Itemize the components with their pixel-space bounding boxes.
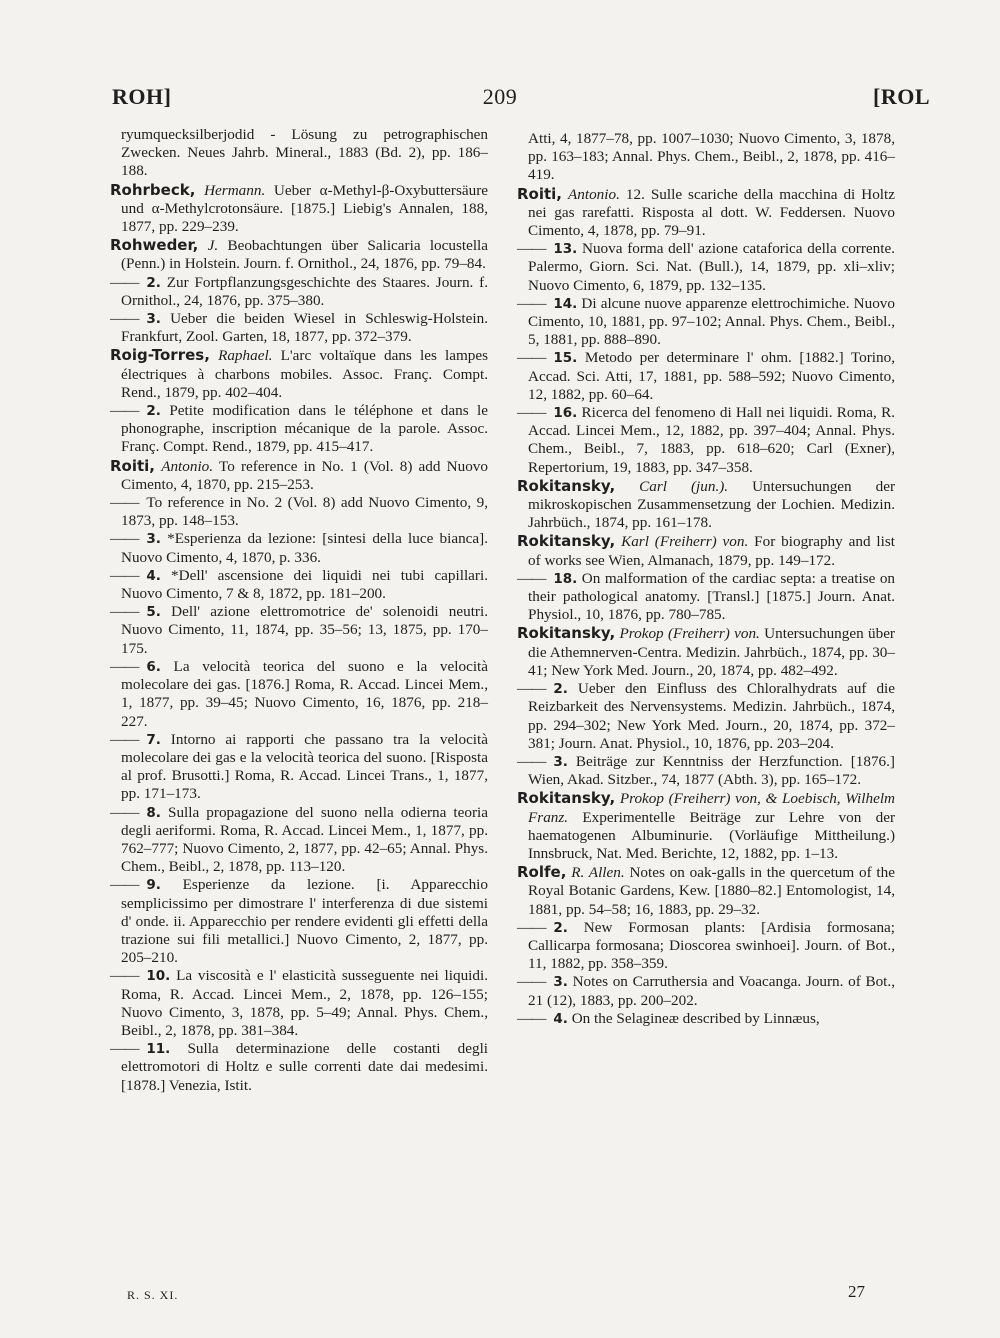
ditto-dash (110, 967, 146, 984)
bibliography-entry (517, 973, 895, 1009)
entry-text: Di alcune nuove apparenze elettrochimiche. Nuovo Cimento, 10, 1881, pp. 97–102; Annal. Phys. Chem., Beibl., 5, 1881, pp. 888–890. (528, 294, 895, 349)
entry-text: For biography and list of works see Wien, Almanach, 1879, pp. 149–172. (528, 533, 896, 569)
entry-number: 10. (146, 968, 171, 985)
bibliography-entry (517, 1010, 895, 1028)
author-forename: Karl (Freiherr) von. (621, 533, 749, 551)
entry-text: Beobachtungen über Salicaria locustella (Penn.) in Holstein. Journ. f. Ornithol., 24, 1876, pp. 79–84. (121, 237, 489, 273)
entry-text: ryumquecksilberjodid - Lösung zu petrographischen Zwecken. Neues Jahrb. Mineral., 1883 (Bd. 2), pp. 186–188. (121, 126, 488, 180)
ditto-dash (110, 603, 146, 620)
entry-text: Petite modification dans le téléphone et dans le phonographe, inscription mécanique de la parole. Assoc. Franç. Compt. Rend., 1879, pp. 415–417. (121, 402, 489, 456)
entry-number: 3. (553, 974, 568, 991)
entry-number: 16. (553, 405, 578, 422)
bibliography-entry (110, 967, 488, 1040)
ditto-dash (517, 404, 553, 421)
ditto-dash (517, 1010, 553, 1027)
entry-text: New Formosan plants: [Ardisia formosana; Callicarpa formosana; Dioscorea swinhoei]. Journ. of Bot., 11, 1882, pp. 358–359. (528, 918, 896, 973)
entry-number: 9. (146, 877, 161, 894)
ditto-dash (110, 876, 146, 893)
entry-text: Metodo per determinare l' ohm. [1882.] Torino, Accad. Sci. Atti, 17, 1881, pp. 588–592; Nuovo Cimento, 12, 1882, pp. 60–64. (528, 349, 895, 403)
entry-text: Notes on Carruthersia and Voacanga. Journ. of Bot., 21 (12), 1883, pp. 200–202. (528, 973, 895, 1009)
bibliography-entry (110, 494, 488, 530)
author-forename: Prokop (Freiherr) von, & Loebisch, Wilhelm Franz. (528, 790, 896, 826)
author-forename: Antonio. (568, 185, 620, 203)
entry-text: Untersuchungen über die Athemnerven-Centra. Medizin. Jahrbüch., 1874, pp. 30–41; New York Med. Journ., 20, 1874, pp. 482–492. (528, 625, 895, 679)
entry-text: On the Selagineæ described by Linnæus, (571, 1009, 820, 1027)
entry-text: Sulla determinazione delle costanti degli elettromotori di Holtz e sulle correnti date dai medesimi. [1878.] Venezia, Istit. (121, 1040, 489, 1094)
entry-text: Notes on oak-galls in the quercetum of the Royal Botanic Gardens, Kew. [1880–82.] Entomologist, 14, 1881, pp. 54–58; 16, 1883, pp. 29–32. (528, 864, 895, 918)
signature-mark: R. S. XI. (127, 1288, 179, 1302)
entry-number: 14. (553, 295, 578, 312)
entry-number: 11. (146, 1041, 171, 1058)
entry-text: 12. Sulle scariche della macchina di Holtz nei gas rarefatti. Risposta al dott. W. Feddersen. Nuovo Cimento, 4, 1878, pp. 79–91. (528, 185, 895, 240)
bibliography-entry (517, 185, 895, 241)
bibliography-entry (110, 402, 488, 457)
bibliography-entry (517, 680, 895, 753)
entry-text: La viscosità e l' elasticità susseguente nei liquidi. Roma, R. Accad. Lincei Mem., 2, 1878, pp. 126–155; Nuovo Cimento, 3, 1878, pp. 5–49; Annal. Phys. Chem., Beibl., 2, 1878, pp. 381–384. (121, 967, 488, 1039)
entry-number: 3. (146, 311, 161, 328)
entry-number: 2. (146, 274, 161, 291)
bibliography-entry (110, 181, 488, 237)
entry-number: 2. (553, 681, 568, 698)
ditto-dash (110, 310, 146, 327)
entry-number: 3. (146, 531, 161, 548)
bibliography-entry (110, 567, 488, 603)
entry-text: *Dell' ascensione dei liquidi nei tubi capillari. Nuovo Cimento, 7 & 8, 1872, pp. 181–200. (121, 566, 488, 603)
entry-number: 5. (146, 604, 161, 621)
bibliography-entry (110, 310, 488, 346)
ditto-dash (517, 349, 553, 366)
author-surname: Rokitansky, (517, 532, 616, 551)
entry-number: 2. (553, 919, 568, 936)
entry-text: Sulla propagazione del suono nella odierna teoria degli aeriformi. Roma, R. Accad. Lincei Mem., 1, 1877, pp. 762–777; Nuovo Cimento, 2, 1877, pp. 42–65; Annal. Phys. Chem., Beibl., 2, 1878, pp. 113–120. (121, 803, 488, 876)
ditto-dash (517, 295, 553, 312)
entry-number: 4. (553, 1010, 568, 1027)
bibliography-entry (110, 530, 488, 566)
bibliography-entry (110, 126, 488, 181)
bibliography-entry (517, 477, 895, 533)
bibliography-entry (517, 753, 895, 789)
entry-text: Intorno ai rapporti che passano tra la velocità molecolare dei gas e la velocità teorica del suono. [Risposta al prof. Brusotti.] Roma, R. Accad. Lincei Trans., 1, 1877, pp. 171–173. (121, 730, 488, 803)
page-number: 209 (482, 84, 518, 109)
bibliography-entry (517, 624, 895, 680)
author-surname: Rokitansky, (517, 624, 616, 643)
entry-text: Ricerca del fenomeno di Hall nei liquidi. Roma, R. Accad. Lincei Mem., 12, 1882, pp. 397–404; Annal. Phys. Chem., Beibl., 7, 1883, pp. 618–620; Carl (Exner), Repertorium, 19, 1883, pp. 347–358. (528, 404, 895, 476)
entry-number: 7. (146, 731, 161, 748)
entry-text: Esperienze da lezione. [i. Apparecchio semplicissimo per dimostrare l' interferenza di due sistemi d' onde. ii. Apparecchio per rendere evidenti gli effetti della trazione sui fili metallici.] Nuovo Cimento, 2, 1877, pp. 205–210. (121, 876, 488, 967)
bibliography-entry (517, 295, 895, 350)
left-column (110, 126, 488, 1095)
ditto-dash (517, 680, 553, 697)
author-forename: J. (207, 237, 219, 255)
entry-number: 4. (146, 567, 161, 584)
entry-text: *Esperienza da lezione: [sintesi della luce bianca]. Nuovo Cimento, 4, 1870, p. 336. (121, 530, 488, 566)
ditto-dash (517, 919, 553, 936)
entry-number: 6. (146, 658, 161, 675)
running-head-right: [ROL (873, 84, 930, 109)
author-forename: Carl (jun.). (639, 477, 729, 495)
bibliography-entry (517, 570, 895, 625)
ditto-dash (110, 530, 146, 547)
entry-number: 8. (146, 804, 161, 821)
entry-text: To reference in No. 2 (Vol. 8) add Nuovo Cimento, 9, 1873, pp. 148–153. (121, 494, 488, 530)
entry-text: Ueber den Einfluss des Chloralhydrats auf die Reizbarkeit des Nervensystems. Medizin. Jahrbüch., 1874, pp. 294–302; New York Med. Journ., 20, 1874, pp. 372–381; Journ. Anat. Physiol., 10, 1876, pp. 203–204. (528, 680, 895, 752)
ditto-dash (517, 973, 553, 990)
bibliography-entry (517, 789, 895, 863)
entry-number: 3. (553, 753, 568, 770)
bibliography-entry (110, 804, 488, 877)
right-column (517, 130, 895, 1028)
entry-text: Ueber die beiden Wiesel in Schleswig-Holstein. Frankfurt, Zool. Garten, 18, 1877, pp. 372–379. (121, 310, 488, 346)
bibliography-entry (110, 731, 488, 804)
ditto-dash (110, 494, 146, 511)
entry-text: Untersuchungen der mikroskopischen Zusammensetzung der Lochien. Medizin. Jahrbüch., 1874, pp. 161–178. (528, 477, 895, 532)
author-forename: Prokop (Freiherr) von. (619, 625, 760, 643)
bibliography-entry (110, 457, 488, 494)
bibliography-entry (517, 130, 895, 185)
entry-text: Atti, 4, 1877–78, pp. 1007–1030; Nuovo Cimento, 3, 1878, pp. 163–183; Annal. Phys. Chem., Beibl., 2, 1878, pp. 416–419. (528, 130, 895, 184)
ditto-dash (517, 753, 553, 770)
author-forename: Hermann. (204, 181, 266, 199)
bibliography-entry (517, 532, 895, 569)
entry-text: La velocità teorica del suono e la velocità molecolare dei gas. [1876.] Roma, R. Accad. Lincei Mem., 1, 1877, pp. 39–45; Nuovo Cimento, 16, 1876, pp. 218–227. (121, 657, 489, 730)
ditto-dash (110, 567, 146, 584)
bibliography-entry (517, 919, 895, 974)
entry-number: 15. (553, 350, 578, 367)
bibliography-entry (517, 404, 895, 477)
bibliography-entry (110, 1040, 488, 1095)
entry-text: To reference in No. 1 (Vol. 8) add Nuovo Cimento, 4, 1870, pp. 215–253. (121, 457, 488, 493)
bibliography-entry (517, 240, 895, 295)
bibliography-entry (110, 274, 488, 310)
bibliography-entry (110, 876, 488, 967)
ditto-dash (110, 658, 146, 675)
entry-text: Experimentelle Beiträge zur Lehre von der haematogenen Albuminurie. (Vorläufige Mittheilung.) Innsbruck, Nat. Med. Berichte, 12, 1882, pp. 1–13. (528, 808, 896, 862)
entry-text: Ueber α-Methyl-β-Oxybuttersäure und α-Methylcrotonsäure. [1875.] Liebig's Annalen, 188, 1877, pp. 229–239. (121, 181, 489, 236)
author-surname: Roiti, (517, 184, 563, 203)
entry-number: 2. (146, 403, 161, 420)
entry-number: 18. (553, 570, 578, 587)
author-surname: Rolfe, (517, 863, 567, 882)
author-surname: Rohrbeck, (110, 180, 196, 199)
ditto-dash (110, 804, 146, 821)
bibliography-entry (110, 658, 488, 731)
ditto-dash (110, 274, 146, 291)
ditto-dash (517, 240, 553, 257)
author-surname: Rokitansky, (517, 476, 616, 495)
ditto-dash (110, 731, 146, 748)
bibliography-entry (517, 863, 895, 919)
author-forename: R. Allen. (571, 864, 625, 882)
author-surname: Roiti, (110, 456, 156, 475)
ditto-dash (517, 570, 553, 587)
entry-text: Zur Fortpflanzungsgeschichte des Staares. Journ. f. Ornithol., 24, 1876, pp. 375–380. (121, 273, 489, 309)
sheet-number: 27 (848, 1282, 865, 1301)
bibliography-entry (110, 236, 488, 273)
author-surname: Roig-Torres, (110, 346, 210, 365)
entry-text: L'arc voltaïque dans les lampes électriques à charbons mobiles. Assoc. Franç. Compt. Rend., 1879, pp. 402–404. (121, 347, 489, 401)
entry-text: Nuova forma dell' azione cataforica della corrente. Palermo, Giorn. Sci. Nat. (Bull.), 14, 1879, pp. xli–xliv; Nuovo Cimento, 6, 1879, pp. 132–135. (528, 240, 895, 294)
author-forename: Antonio. (161, 457, 214, 475)
entry-text: Dell' azione elettromotrice de' solenoidi neutri. Nuovo Cimento, 11, 1874, pp. 35–56; 13, 1875, pp. 170–175. (121, 603, 489, 657)
entry-text: Beiträge zur Kenntniss der Herzfunction. [1876.] Wien, Akad. Sitzber., 74, 1877 (Abth. 3), pp. 165–172. (528, 752, 895, 789)
ditto-dash (110, 402, 146, 419)
running-head-left: ROH] (112, 84, 172, 109)
bibliography-entry (517, 349, 895, 404)
ditto-dash (110, 1040, 146, 1057)
bibliography-entry (110, 603, 488, 658)
author-surname: Rohweder, (110, 236, 199, 255)
bibliography-entry (110, 346, 488, 402)
author-forename: Raphael. (218, 347, 273, 365)
entry-number: 13. (553, 241, 578, 258)
author-surname: Rokitansky, (517, 789, 616, 808)
entry-text: On malformation of the cardiac septa: a treatise on their pathological anatomy. [Transl.] [1875.] Journ. Anat. Physiol., 10, 1876, pp. 780–785. (528, 569, 896, 624)
